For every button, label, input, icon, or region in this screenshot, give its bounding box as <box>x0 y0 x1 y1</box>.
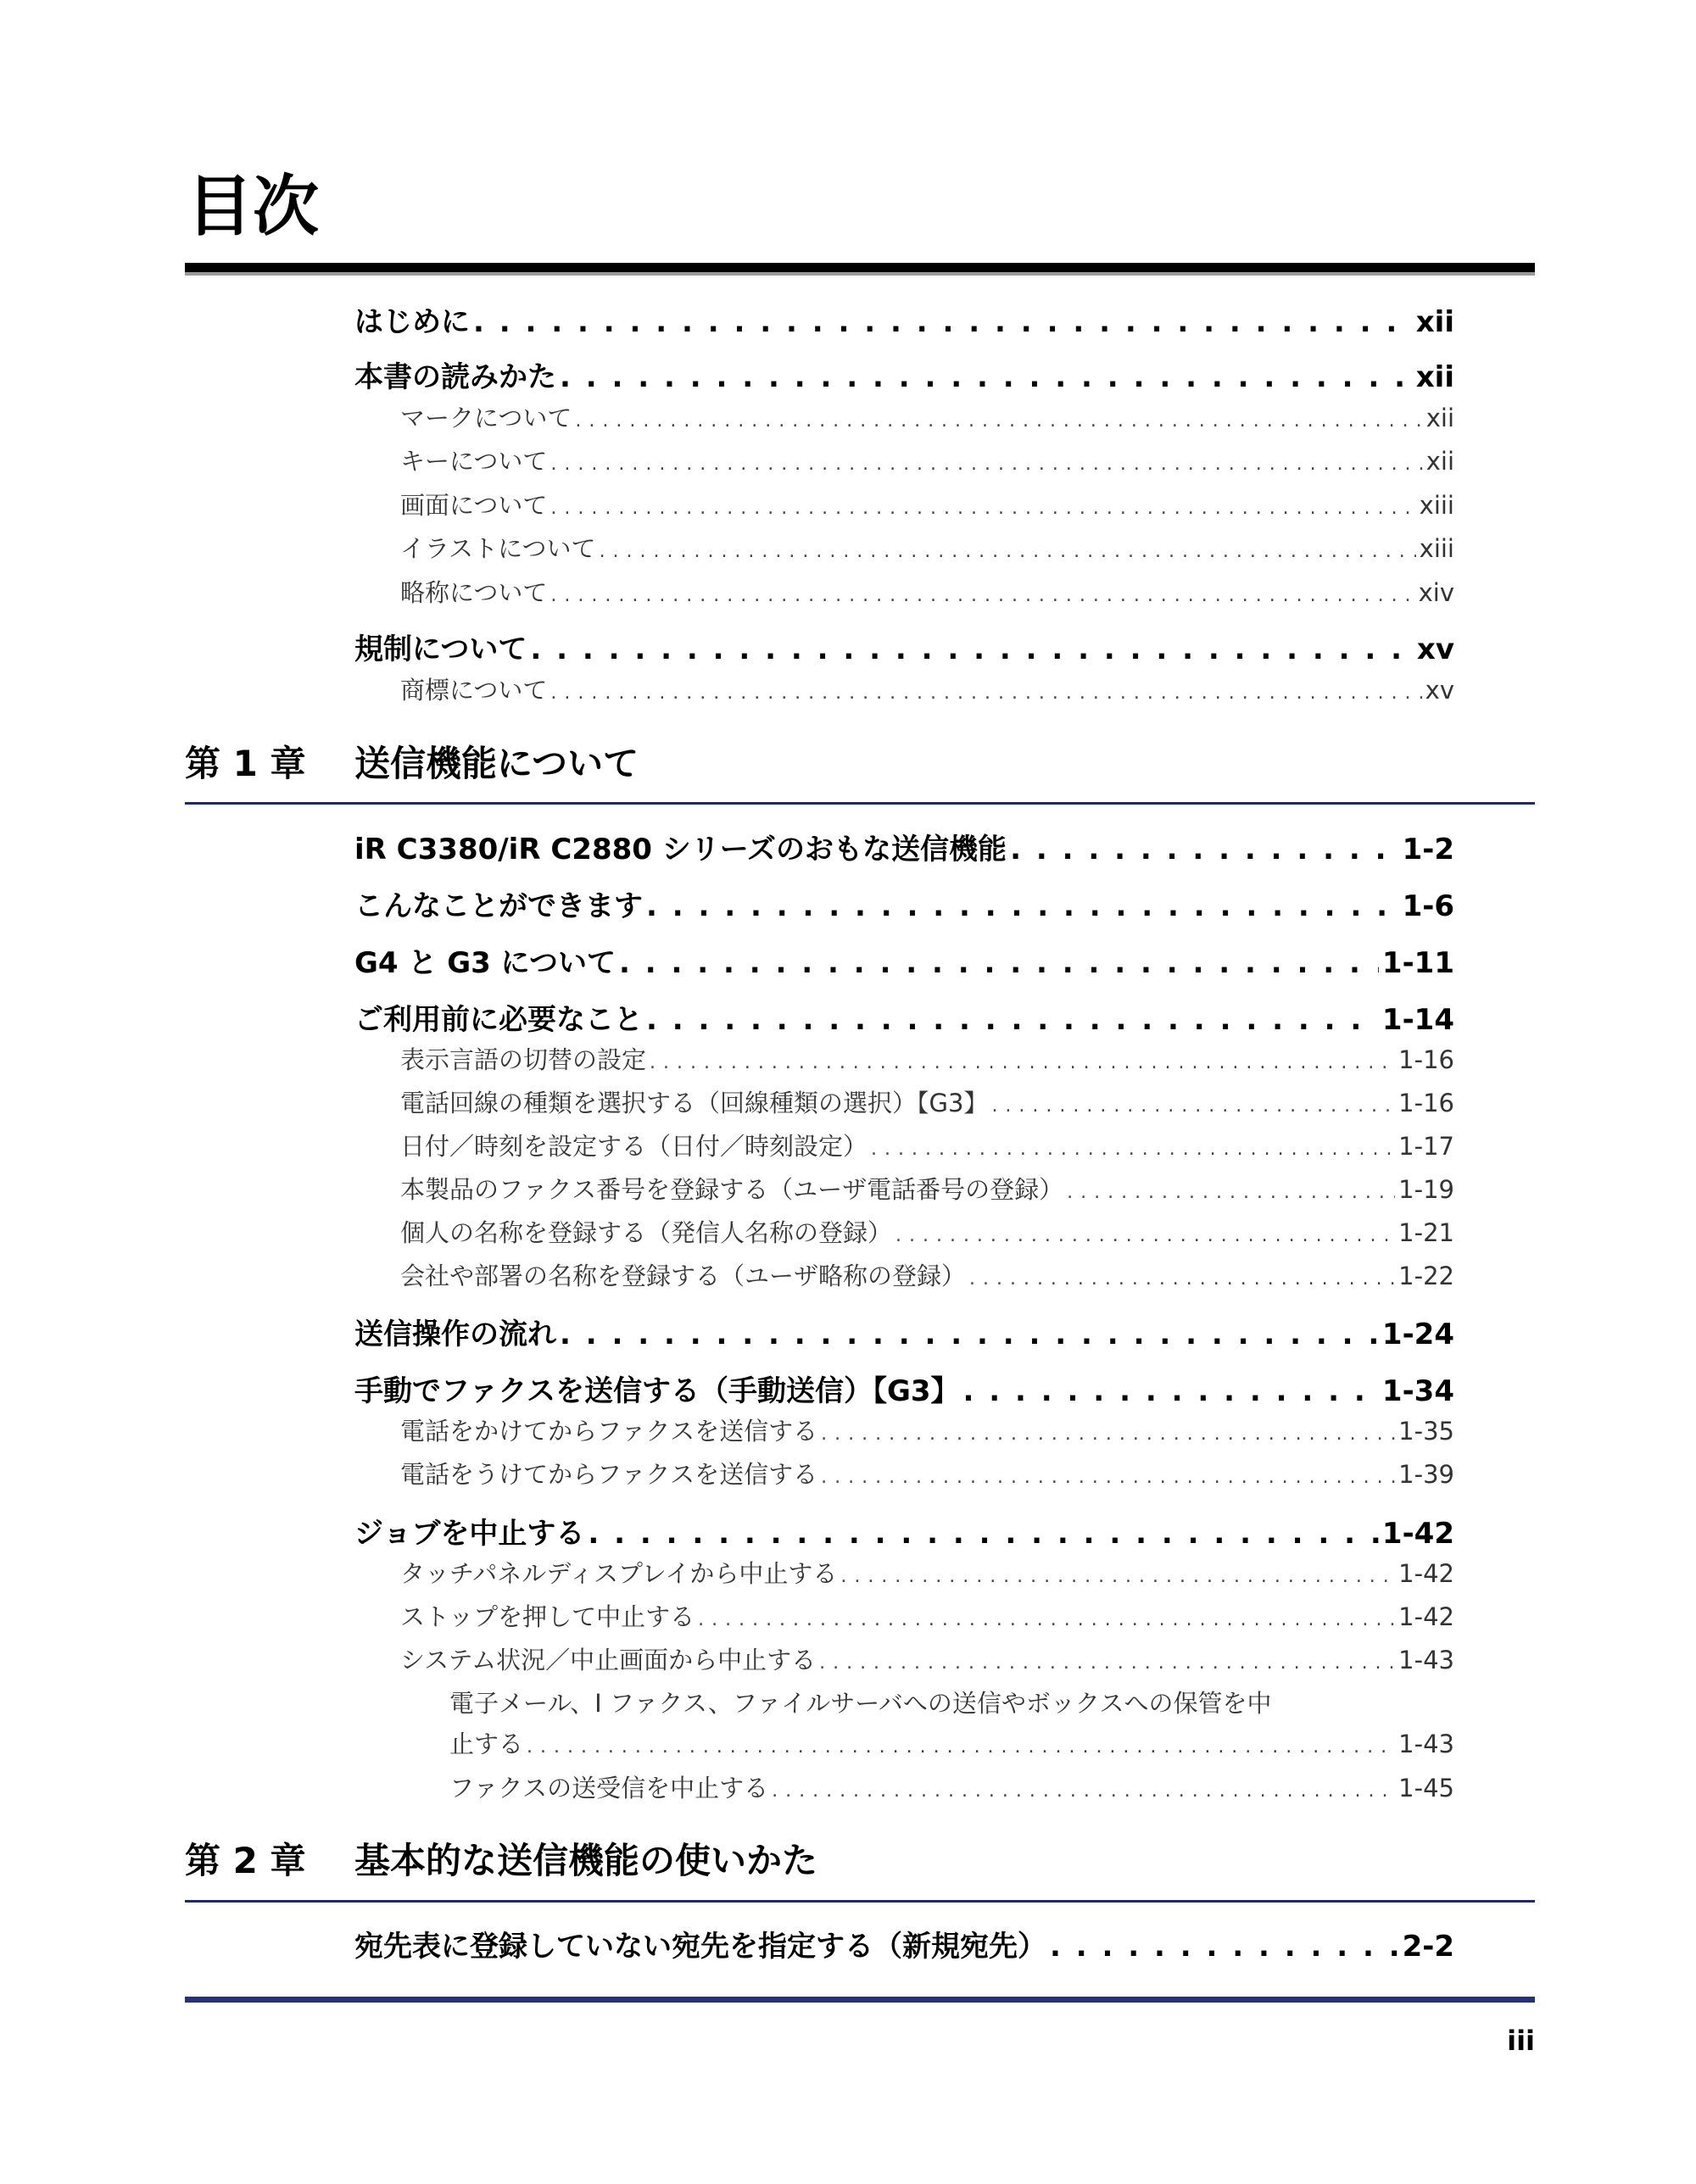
toc-entry-page: 1-24 <box>1381 1318 1454 1351</box>
toc-leader-dots <box>527 1736 1395 1758</box>
toc-entry-label: イラストについて <box>400 534 596 563</box>
toc-leader-dots <box>575 410 1422 432</box>
page-number-label: iii <box>1507 2025 1535 2057</box>
toc-leader-dots <box>600 541 1416 562</box>
toc-subentry[interactable] <box>400 1214 1454 1246</box>
toc-leader-dots <box>550 498 1415 519</box>
chapter-number: 第 2 章 <box>185 1840 306 1881</box>
toc-leader-dots <box>1010 833 1399 866</box>
toc-entry-page: 1-35 <box>1398 1417 1454 1446</box>
title-rule-shadow <box>185 272 1535 276</box>
toc-entry-page: 1-42 <box>1398 1602 1454 1631</box>
toc-entry-label: ご利用前に必要なこと <box>354 1003 643 1037</box>
toc-leader-dots <box>473 305 1413 339</box>
toc-entry[interactable] <box>354 354 1454 394</box>
title-rule <box>185 263 1535 272</box>
toc-entry-label: こんなことができます <box>354 889 643 923</box>
toc-entry-page: 1-45 <box>1398 1774 1454 1802</box>
toc-entry-page: 1-43 <box>1398 1646 1454 1674</box>
toc-entry-page: xii <box>1415 360 1454 394</box>
toc-entry-page: 1-43 <box>1398 1730 1454 1758</box>
toc-leader-dots <box>1067 1182 1395 1203</box>
toc-entry-label: はじめに <box>354 305 470 339</box>
toc-leader-dots <box>698 1609 1395 1630</box>
toc-entry-label: 宛先表に登録していない宛先を指定する（新規宛先） <box>354 1930 1046 1964</box>
toc-entry-page: xii <box>1425 404 1454 432</box>
toc-entry[interactable] <box>354 826 1454 866</box>
toc-subentry[interactable] <box>449 1725 1454 1758</box>
toc-subentry[interactable] <box>400 1456 1454 1488</box>
footer-rule <box>185 1997 1535 2003</box>
toc-entry-label: マークについて <box>400 404 572 432</box>
toc-leader-dots <box>560 1318 1379 1351</box>
toc-leader-dots <box>560 360 1413 394</box>
toc-leader-dots <box>1050 1930 1399 1964</box>
toc-leader-dots <box>550 682 1421 704</box>
toc-leader-dots <box>550 585 1414 606</box>
toc-leader-dots <box>646 889 1399 923</box>
toc-entry-label: 略称について <box>400 578 548 607</box>
toc-entry-label: 止する <box>449 1730 524 1758</box>
toc-subentry[interactable] <box>400 574 1454 606</box>
toc-subentry[interactable] <box>400 1641 1454 1674</box>
toc-entry-label: 電話回線の種類を選択する（回線種類の選択）【G3】 <box>400 1089 989 1117</box>
toc-entry-label: キーについて <box>400 447 548 476</box>
toc-entry-page: xii <box>1415 305 1454 339</box>
toc-leader-dots <box>821 1424 1395 1445</box>
toc-entry-page: 1-16 <box>1398 1089 1454 1117</box>
toc-leader-dots <box>895 1225 1395 1246</box>
toc-entry-label: 手動でファクスを送信する（手動送信）【G3】 <box>354 1374 960 1408</box>
chapter-title: 基本的な送信機能の使いかた <box>354 1840 818 1881</box>
toc-entry[interactable] <box>354 996 1454 1037</box>
toc-entry-page: 1-6 <box>1402 889 1454 923</box>
toc-subentry[interactable] <box>400 1598 1454 1630</box>
toc-entry-page: 1-21 <box>1398 1218 1454 1247</box>
toc-entry-page: xiv <box>1418 578 1454 607</box>
chapter-number: 第 1 章 <box>185 743 306 784</box>
toc-entry-label: G4 と G3 について <box>354 946 616 980</box>
toc-leader-dots <box>588 1517 1379 1551</box>
toc-entry-label: ジョブを中止する <box>354 1517 585 1551</box>
chapter-title: 送信機能について <box>354 743 639 784</box>
toc-subentry[interactable] <box>400 1555 1454 1587</box>
toc-subentry[interactable] <box>400 487 1454 519</box>
toc-subentry[interactable] <box>400 1257 1454 1290</box>
toc-entry-page: xiii <box>1419 491 1454 520</box>
toc-subentry[interactable] <box>400 671 1454 704</box>
toc-entry-page: 1-14 <box>1381 1003 1454 1037</box>
toc-leader-dots <box>530 632 1414 666</box>
toc-leader-dots <box>871 1139 1395 1160</box>
toc-leader-dots <box>991 1095 1395 1117</box>
toc-entry-page: xv <box>1425 676 1454 705</box>
toc-entry-page: 1-19 <box>1398 1175 1454 1204</box>
toc-subentry[interactable] <box>400 1128 1454 1160</box>
toc-leader-dots <box>619 946 1379 980</box>
page-title: 目次 <box>187 169 320 245</box>
toc-entry-page: 1-42 <box>1381 1517 1454 1551</box>
toc-entry-label: タッチパネルディスプレイから中止する <box>400 1559 838 1588</box>
toc-entry[interactable] <box>354 939 1454 980</box>
toc-subentry[interactable] <box>400 443 1454 475</box>
chapter-rule <box>185 802 1535 805</box>
toc-entry-page: xii <box>1425 447 1454 476</box>
toc-entry-page: 1-39 <box>1398 1460 1454 1489</box>
toc-entry-page: 1-22 <box>1398 1262 1454 1290</box>
toc-entry-page: 2-2 <box>1402 1930 1454 1964</box>
toc-entry[interactable] <box>354 883 1454 923</box>
toc-entry-page: 1-16 <box>1398 1045 1454 1074</box>
toc-leader-dots <box>969 1268 1395 1290</box>
toc-entry-label: 表示言語の切替の設定 <box>400 1045 647 1074</box>
toc-entry[interactable] <box>354 1311 1454 1351</box>
toc-leader-dots <box>550 454 1422 475</box>
chapter-rule <box>185 1900 1535 1903</box>
toc-entry-page: 1-34 <box>1381 1374 1454 1408</box>
toc-leader-dots <box>840 1566 1395 1587</box>
toc-subentry[interactable] <box>400 399 1454 432</box>
toc-subentry[interactable] <box>449 1769 1454 1802</box>
toc-entry-label: 本製品のファクス番号を登録する（ユーザ電話番号の登録） <box>400 1175 1064 1204</box>
toc-entry-label: 本書の読みかた <box>354 360 556 394</box>
toc-leader-dots <box>821 1467 1395 1488</box>
toc-entry-page: 1-2 <box>1402 833 1454 866</box>
toc-subentry-label-line1: 電子メール、I ファクス、ファイルサーバへの送信やボックスへの保管を中 <box>449 1689 1272 1718</box>
toc-entry-label: 規制について <box>354 632 527 666</box>
toc-subentry[interactable] <box>400 1171 1454 1203</box>
toc-subentry[interactable] <box>400 1412 1454 1445</box>
toc-entry-label: 会社や部署の名称を登録する（ユーザ略称の登録） <box>400 1262 967 1290</box>
toc-entry-page: 1-42 <box>1398 1559 1454 1588</box>
toc-subentry[interactable] <box>400 530 1454 562</box>
toc-leader-dots <box>646 1003 1379 1037</box>
toc-entry-label: iR C3380/iR C2880 シリーズのおもな送信機能 <box>354 833 1007 866</box>
toc-entry-label: ファクスの送受信を中止する <box>449 1774 769 1802</box>
toc-entry-label: 電話をうけてからファクスを送信する <box>400 1460 818 1489</box>
toc-leader-dots <box>819 1652 1395 1674</box>
toc-entry[interactable] <box>354 1368 1454 1408</box>
toc-entry-label: システム状況／中止画面から中止する <box>400 1646 817 1674</box>
toc-entry-page: 1-17 <box>1398 1132 1454 1161</box>
toc-subentry[interactable] <box>400 1041 1454 1073</box>
toc-entry[interactable] <box>354 1510 1454 1551</box>
toc-leader-dots <box>963 1374 1379 1408</box>
toc-entry-label: 電話をかけてからファクスを送信する <box>400 1417 818 1446</box>
toc-entry-label: 画面について <box>400 491 548 520</box>
toc-entry-label: 商標について <box>400 676 548 705</box>
toc-leader-dots <box>650 1052 1395 1073</box>
toc-entry-page: xv <box>1416 632 1454 666</box>
toc-entry-label: 個人の名称を登録する（発信人名称の登録） <box>400 1218 893 1247</box>
toc-entry-page: xiii <box>1419 534 1454 563</box>
toc-entry-page: 1-11 <box>1381 946 1454 980</box>
toc-leader-dots <box>772 1780 1395 1802</box>
toc-entry-label: 送信操作の流れ <box>354 1318 556 1351</box>
toc-entry-label: ストップを押して中止する <box>400 1602 695 1631</box>
toc-entry[interactable] <box>354 626 1454 666</box>
toc-entry[interactable] <box>354 298 1454 339</box>
toc-entry[interactable] <box>354 1923 1454 1964</box>
toc-entry-label: 日付／時刻を設定する（日付／時刻設定） <box>400 1132 868 1161</box>
toc-subentry[interactable] <box>400 1084 1454 1117</box>
